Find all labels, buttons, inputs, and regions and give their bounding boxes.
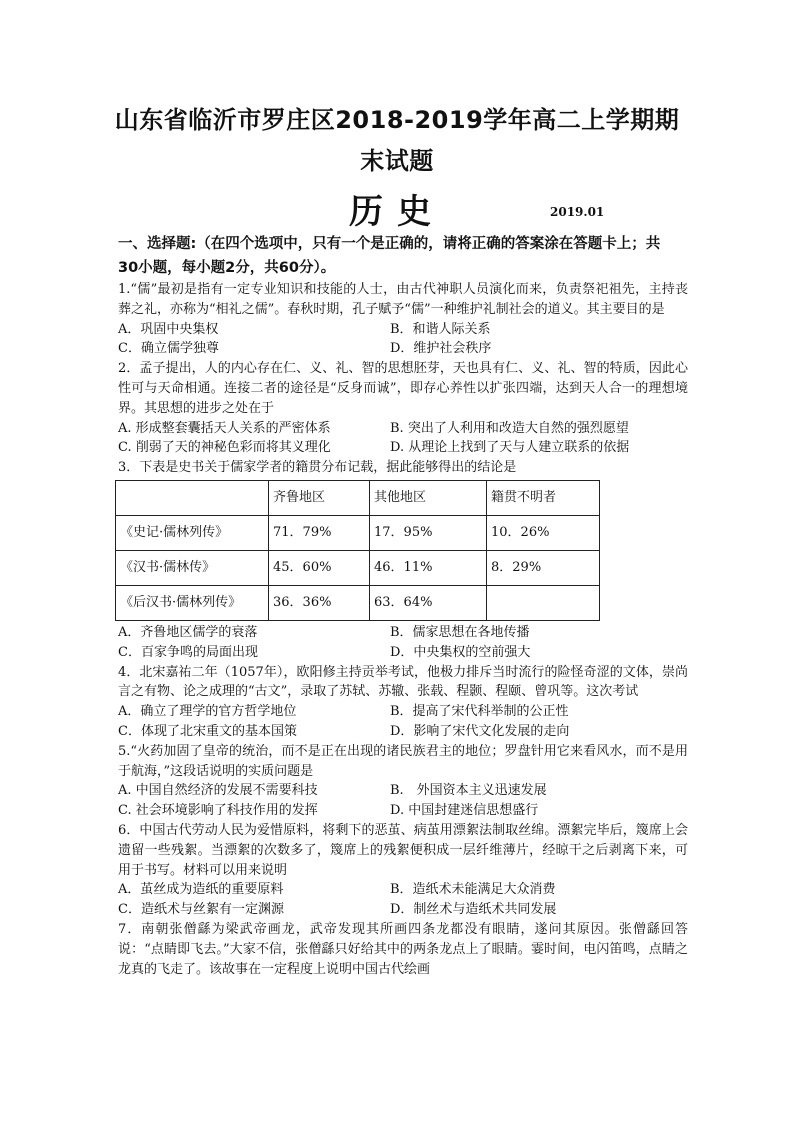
option-a: A. 中国自然经济的发展不需要科技 bbox=[118, 783, 318, 799]
options-row bbox=[118, 801, 688, 821]
option-c: C. 社会环境影响了科技作用的发挥 bbox=[118, 803, 318, 819]
options-row bbox=[118, 320, 688, 340]
question-4 bbox=[118, 663, 688, 742]
option-b: B．提高了宋代科举制的公正性 bbox=[390, 704, 569, 720]
table-cell: 17．95% bbox=[370, 515, 487, 550]
option-a: A．茧丝成为造纸的重要原料 bbox=[118, 882, 284, 898]
option-d: D．制丝术与造纸术共同发展 bbox=[390, 902, 557, 918]
table-cell bbox=[487, 585, 600, 620]
option-c: C．造纸术与丝絮有一定渊源 bbox=[118, 902, 284, 918]
data-table bbox=[115, 480, 600, 621]
options-row bbox=[118, 419, 688, 439]
option-c: C．确立儒学独尊 bbox=[118, 341, 219, 357]
table-cell: 《后汉书·儒林列传》 bbox=[116, 585, 269, 620]
section-instructions: 一、选择题:（在四个选项中，只有一个是正确的，请将正确的答案涂在答题卡上；共30小题，每小题2分，共60分）。 bbox=[118, 236, 661, 276]
table-cell: 46．11% bbox=[370, 550, 487, 585]
option-d: D. 从理论上找到了天与人建立联系的依据 bbox=[390, 440, 630, 456]
option-b: B．儒家思想在各地传播 bbox=[390, 624, 530, 640]
table-cell: 45．60% bbox=[269, 550, 370, 585]
options-row bbox=[118, 643, 688, 663]
table-cell bbox=[116, 480, 269, 515]
table-cell: 其他地区 bbox=[370, 480, 487, 515]
table-cell: 10．26% bbox=[487, 515, 600, 550]
option-b: B．造纸术未能满足大众消费 bbox=[390, 882, 556, 898]
option-d: D．影响了宋代文化发展的走向 bbox=[390, 723, 570, 739]
options-row bbox=[118, 722, 688, 742]
option-c: C．体现了北宋重文的基本国策 bbox=[118, 723, 297, 739]
table-cell: 《汉书·儒林传》 bbox=[116, 550, 269, 585]
table-cell: 《史记·儒林列传》 bbox=[116, 515, 269, 550]
table-cell: 齐鲁地区 bbox=[269, 480, 370, 515]
option-a: A．巩固中央集权 bbox=[118, 321, 219, 337]
options-row bbox=[118, 880, 688, 900]
option-d: D．中央集权的空前强大 bbox=[390, 644, 531, 660]
options-row bbox=[118, 900, 688, 920]
table-cell: 36．36% bbox=[269, 585, 370, 620]
question-3 bbox=[118, 458, 688, 662]
exam-date: 2019.01 bbox=[550, 205, 605, 219]
table-cell: 63．64% bbox=[370, 585, 487, 620]
option-c: C．百家争鸣的局面出现 bbox=[118, 644, 258, 660]
table-row bbox=[116, 515, 600, 550]
option-b: B. 突出了人利用和改造大自然的强烈愿望 bbox=[390, 420, 629, 436]
questions bbox=[118, 280, 688, 979]
question-stem: 6．中国古代劳动人民为爱惜原料，将剩下的恶茧、病茧用漂絮法制取丝绵。漂絮完毕后，篾席上会遗留一些残絮。当漂絮的次数多了，篾席上的残絮便积成一层纤维薄片，经晾干之后剥离下来，可用于书写。材料可以用来说明 bbox=[118, 822, 688, 878]
question-stem: 2．孟子提出，人的内心存在仁、义、礼、智的思想胚芽，天也具有仁、义、礼、智的特质，因此心性可与天命相通。连接二者的途径是“反身而诚”，即存心养性以扩张四端，达到天人合一的理想境界。其思想的进步之处在于 bbox=[118, 361, 688, 416]
options-row bbox=[118, 702, 688, 722]
question-stem: 5.“火药加固了皇帝的统治，而不是正在出现的诸民族君主的地位；罗盘针用它来看风水，而不是用于航海，”这段话说明的实质问题是 bbox=[118, 743, 688, 779]
table-header-row bbox=[116, 480, 600, 515]
option-a: A．确立了理学的官方哲学地位 bbox=[118, 704, 297, 720]
exam-title-line-1: 山东省临沂市罗庄区2018-2019学年高二上学期期 bbox=[114, 106, 680, 134]
question-stem: 7．南朝张僧繇为梁武帝画龙，武帝发现其所画四条龙都没有眼睛，遂问其原因。张僧繇回答说：“点睛即飞去。”大家不信，张僧繇只好给其中的两条龙点上了眼睛。霎时间，电闪笛鸣，点睛之龙真的飞走了。该故事在一定程度上说明中国古代绘画 bbox=[118, 921, 688, 977]
question-7 bbox=[118, 920, 688, 979]
options-row bbox=[118, 623, 688, 643]
question-5 bbox=[118, 742, 688, 821]
question-2 bbox=[118, 359, 688, 458]
option-a: A．齐鲁地区儒学的衰落 bbox=[118, 624, 258, 640]
option-c: C. 削弱了天的神秘色彩而将其义理化 bbox=[118, 440, 331, 456]
option-d: D. 中国封建迷信思想盛行 bbox=[390, 803, 539, 819]
option-b: B．和谐人际关系 bbox=[390, 321, 491, 337]
exam-title-line-2: 末试题 bbox=[360, 147, 434, 175]
option-d: D．维护社会秩序 bbox=[390, 341, 492, 357]
question-stem: 1.“儒”最初是指有一定专业知识和技能的人士，由古代神职人员演化而来，负责祭祀祖先，主持丧葬之礼，亦称为“相礼之儒”。春秋时期，孔子赋予“儒”一种维护礼制社会的道义。其主要目的是 bbox=[118, 282, 688, 317]
question-stem: 4．北宋嘉祐二年（1057年），欧阳修主持贡举考试，他极力排斥当时流行的险怪奇涩的文体，崇尚言之有物、论之成理的“古文”，录取了苏轼、苏辙、张载、程颢、程颐、曾巩等。这次考试 bbox=[118, 664, 688, 700]
question-6 bbox=[118, 821, 688, 920]
table-row bbox=[116, 585, 600, 620]
option-b: B. 外国资本主义迅速发展 bbox=[390, 783, 547, 799]
table-cell: 8．29% bbox=[487, 550, 600, 585]
question-1 bbox=[118, 280, 688, 359]
question-stem: 3．下表是史书关于儒家学者的籍贯分布记载，据此能够得出的结论是 bbox=[118, 460, 517, 476]
table-cell: 71．79% bbox=[269, 515, 370, 550]
options-row bbox=[118, 781, 688, 801]
subject-heading: 历史 bbox=[349, 192, 445, 232]
options-row bbox=[118, 438, 688, 458]
table-row bbox=[116, 550, 600, 585]
table-cell: 籍贯不明者 bbox=[487, 480, 600, 515]
option-a: A. 形成整套囊括天人关系的严密体系 bbox=[118, 420, 331, 436]
options-row bbox=[118, 339, 688, 359]
